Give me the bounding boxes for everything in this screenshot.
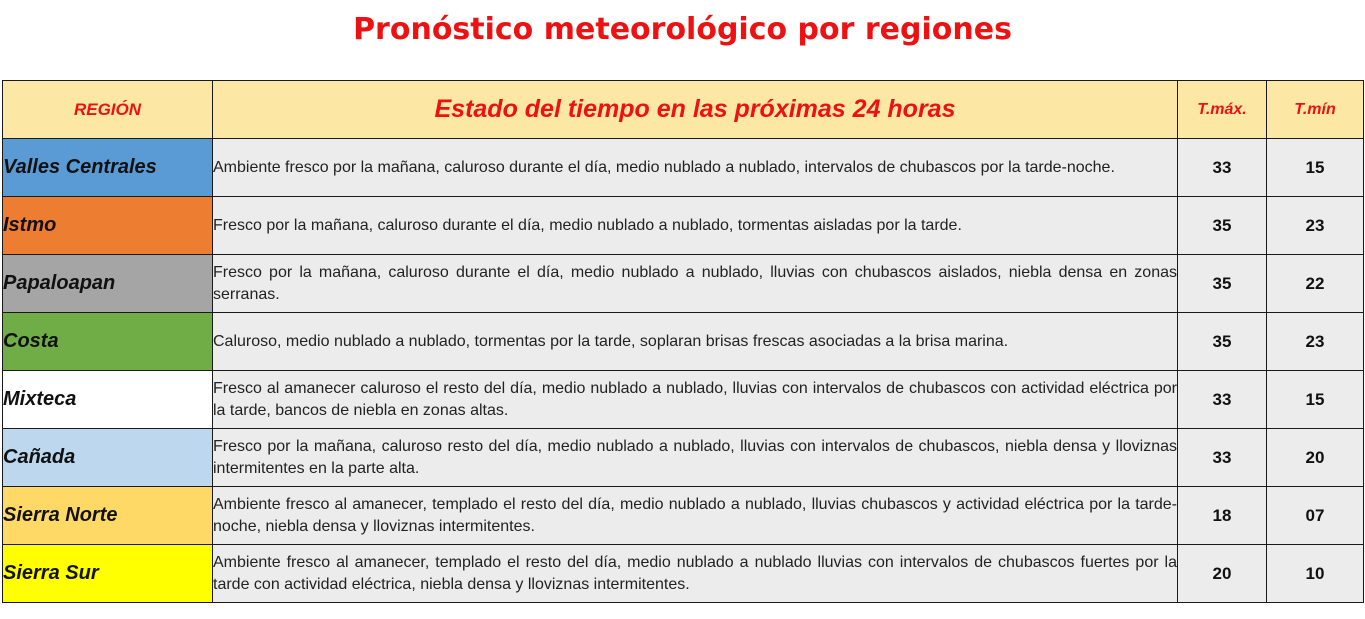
forecast-description: Ambiente fresco por la mañana, caluroso durante el día, medio nublado a nublado, intervalos de chubascos por la tarde-noche. [213, 139, 1178, 197]
region-name: Costa [3, 313, 213, 371]
temp-min: 15 [1267, 371, 1364, 429]
temp-max: 18 [1178, 487, 1267, 545]
forecast-description: Ambiente fresco al amanecer, templado el resto del día, medio nublado a nublado lluvias con intervalos de chubascos fuertes por la tarde con actividad eléctrica, niebla densa y lloviznas intermitentes. [213, 545, 1178, 603]
column-header-tmin: T.mín [1267, 81, 1364, 139]
region-name: Mixteca [3, 371, 213, 429]
forecast-description: Ambiente fresco al amanecer, templado el resto del día, medio nublado a nublado, lluvias chubascos y actividad eléctrica por la tarde-noche, niebla densa y lloviznas intermitentes. [213, 487, 1178, 545]
table-row [3, 139, 1364, 197]
forecast-description: Fresco por la mañana, caluroso durante el día, medio nublado a nublado, tormentas aisladas por la tarde. [213, 197, 1178, 255]
temp-max: 33 [1178, 429, 1267, 487]
table-row [3, 487, 1364, 545]
temp-max: 35 [1178, 197, 1267, 255]
table-row [3, 255, 1364, 313]
table-row [3, 197, 1364, 255]
temp-min: 20 [1267, 429, 1364, 487]
table-row [3, 371, 1364, 429]
temp-max: 35 [1178, 255, 1267, 313]
temp-max: 33 [1178, 139, 1267, 197]
forecast-description: Fresco por la mañana, caluroso resto del día, medio nublado a nublado, lluvias con intervalos de chubascos, niebla densa y lloviznas intermitentes en la parte alta. [213, 429, 1178, 487]
table-row [3, 429, 1364, 487]
temp-min: 23 [1267, 197, 1364, 255]
temp-min: 15 [1267, 139, 1364, 197]
forecast-description: Fresco al amanecer caluroso el resto del día, medio nublado a nublado, lluvias con intervalos de chubascos con actividad eléctrica por la tarde, bancos de niebla en zonas altas. [213, 371, 1178, 429]
forecast-description: Fresco por la mañana, caluroso durante el día, medio nublado a nublado, lluvias con chubascos aislados, niebla densa en zonas serranas. [213, 255, 1178, 313]
forecast-table [2, 80, 1364, 603]
column-header-tmax: T.máx. [1178, 81, 1267, 139]
page-title: Pronóstico meteorológico por regiones [353, 12, 1012, 47]
temp-min: 22 [1267, 255, 1364, 313]
temp-min: 23 [1267, 313, 1364, 371]
forecast-description: Caluroso, medio nublado a nublado, tormentas por la tarde, soplaran brisas frescas asociadas a la brisa marina. [213, 313, 1178, 371]
region-name: Istmo [3, 197, 213, 255]
column-header-state: Estado del tiempo en las próximas 24 horas [213, 81, 1178, 139]
temp-min: 07 [1267, 487, 1364, 545]
column-header-region: REGIÓN [3, 81, 213, 139]
table-row [3, 313, 1364, 371]
temp-max: 33 [1178, 371, 1267, 429]
region-name: Papaloapan [3, 255, 213, 313]
temp-max: 20 [1178, 545, 1267, 603]
temp-max: 35 [1178, 313, 1267, 371]
region-name: Cañada [3, 429, 213, 487]
temp-min: 10 [1267, 545, 1364, 603]
header-row [3, 81, 1364, 139]
table-row [3, 545, 1364, 603]
forecast-rows [3, 139, 1364, 603]
region-name: Sierra Norte [3, 487, 213, 545]
region-name: Sierra Sur [3, 545, 213, 603]
region-name: Valles Centrales [3, 139, 213, 197]
